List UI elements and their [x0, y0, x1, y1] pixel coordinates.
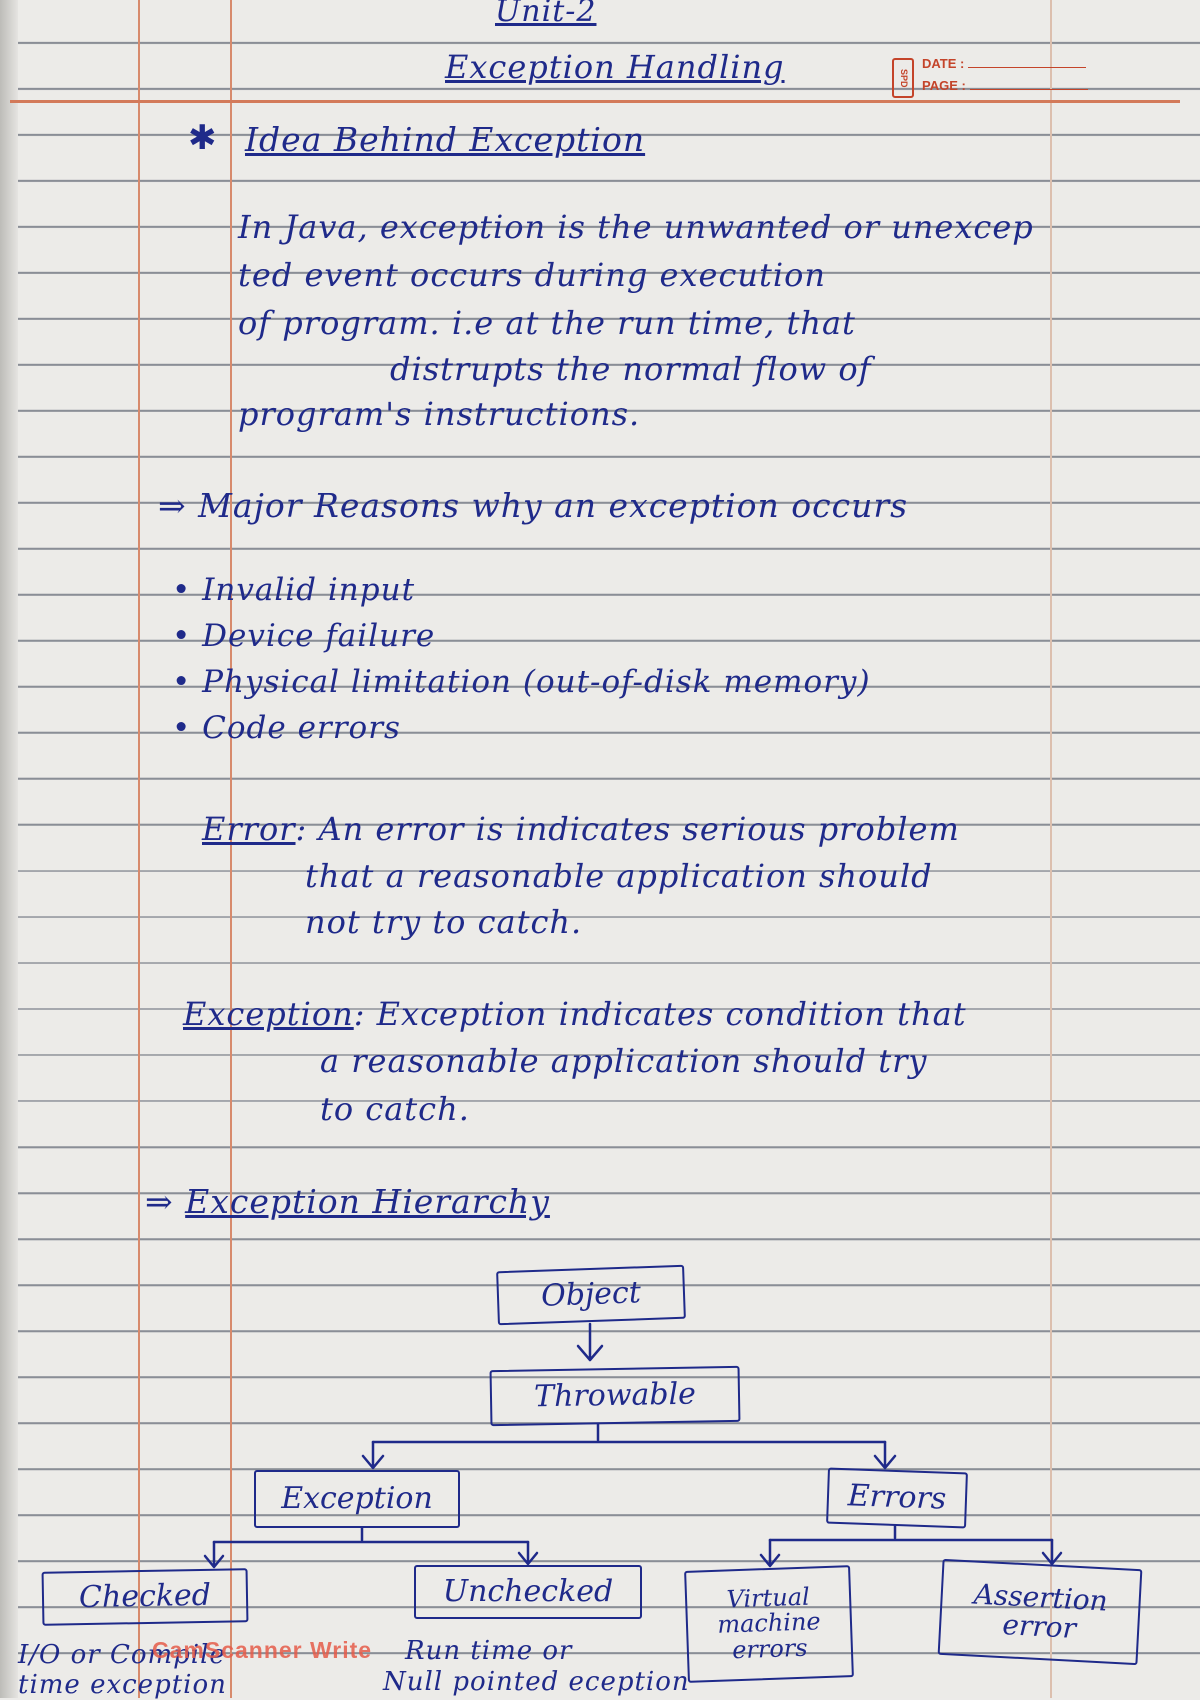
- exception-def-line: to catch.: [320, 1090, 470, 1128]
- page-label: PAGE :: [922, 78, 1088, 93]
- star-marker: ✱: [188, 118, 218, 158]
- reason-text: Device failure: [202, 618, 436, 654]
- error-definition: [202, 810, 960, 848]
- node-checked: Checked: [42, 1568, 249, 1626]
- page-binding-shadow: [0, 0, 18, 1698]
- exception-term: Exception: [183, 995, 354, 1033]
- node-object: Object: [496, 1265, 686, 1326]
- error-def-line: : An error is indicates serious problem: [295, 810, 960, 848]
- arrow-to-checked: [205, 1542, 223, 1567]
- unit-title: Unit-2: [495, 0, 597, 29]
- checked-note: I/O or Compile: [18, 1640, 226, 1670]
- paragraph-line: In Java, exception is the unwanted or unexcep: [238, 208, 1034, 246]
- arrow-to-assertion: [1043, 1540, 1061, 1564]
- paragraph-line: program's instructions.: [238, 395, 641, 433]
- node-virtual-machine-errors: Virtual machine errors: [684, 1565, 854, 1683]
- unchecked-note: Run time or: [405, 1636, 573, 1666]
- node-unchecked: Unchecked: [414, 1565, 642, 1619]
- error-def-line: that a reasonable application should: [305, 857, 933, 895]
- node-exception: Exception: [254, 1470, 460, 1528]
- arrow-to-unchecked: [519, 1542, 537, 1564]
- node-assertion-error: Assertion error: [938, 1559, 1143, 1665]
- reason-text: Physical limitation (out-of-disk memory): [202, 664, 871, 700]
- paragraph-line: of program. i.e at the run time, that: [238, 304, 856, 342]
- reason-text: Code errors: [202, 710, 401, 746]
- section-heading-idea: Idea Behind Exception: [245, 120, 646, 159]
- reason-item: • Device failure: [172, 618, 436, 654]
- page-title: Exception Handling: [445, 48, 785, 86]
- connector-throwable: [373, 1424, 885, 1442]
- header-rule: [10, 100, 1180, 103]
- reason-item: • Code errors: [172, 710, 401, 746]
- node-errors: Errors: [826, 1468, 968, 1529]
- connector-exception: [214, 1528, 528, 1542]
- reason-item: • Invalid input: [172, 572, 416, 608]
- hierarchy-heading: [145, 1182, 550, 1221]
- connector-errors: [770, 1526, 1052, 1540]
- date-label: DATE :: [922, 56, 1086, 71]
- checked-note: time exception: [18, 1670, 227, 1700]
- arrow-object-throwable: [578, 1324, 602, 1360]
- hierarchy-title: Exception Hierarchy: [185, 1182, 550, 1221]
- paragraph-line: distrupts the normal flow of: [390, 350, 872, 388]
- reason-item: • Physical limitation (out-of-disk memory): [172, 664, 871, 700]
- exception-def-line: : Exception indicates condition that: [353, 995, 967, 1033]
- unchecked-note: Null pointed eception: [383, 1667, 690, 1697]
- paragraph-line: ted event occurs during execution: [238, 256, 826, 294]
- exception-definition: [183, 995, 967, 1033]
- error-def-line: not try to catch.: [305, 903, 583, 941]
- reasons-heading: ⇒ Major Reasons why an exception occurs: [158, 486, 909, 525]
- arrow-to-exception: [363, 1442, 383, 1468]
- node-throwable: Throwable: [490, 1366, 741, 1426]
- exception-def-line: a reasonable application should try: [320, 1042, 928, 1080]
- reason-text: Invalid input: [202, 572, 416, 608]
- right-rule: [1050, 0, 1052, 1698]
- brand-logo: SPD: [892, 58, 914, 98]
- error-term: Error: [202, 810, 296, 848]
- arrow-to-vm-errors: [761, 1540, 779, 1566]
- hierarchy-arrow: ⇒: [145, 1182, 174, 1221]
- arrow-to-errors: [875, 1442, 895, 1468]
- watermark-logo: CamScanner Write: [152, 1637, 373, 1663]
- margin-line-inner: [230, 0, 232, 1698]
- margin-line-outer: [138, 0, 140, 1698]
